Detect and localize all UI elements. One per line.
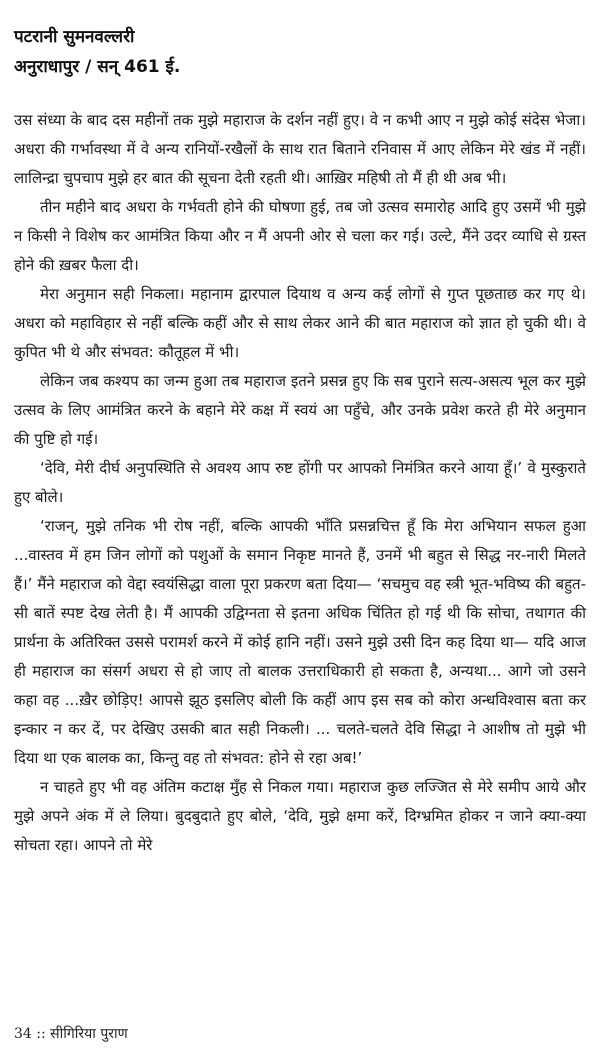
book-title: सीगिरिया पुराण bbox=[50, 1026, 128, 1042]
footer-separator: :: bbox=[36, 1026, 46, 1042]
paragraph: न चाहते हुए भी वह अंतिम कटाक्ष मुँह से निकल गया। महाराज कुछ लज्जित से मेरे समीप आये और मुझे अपने अंक में ले लिया। बुदबुदाते हुए बोले, ‘देवि, मुझे क्षमा करें, दिग्भ्रमित होकर न जाने क्या-क्या सोचता रहा। आपने तो मेरे bbox=[14, 778, 586, 854]
paragraph: ‘राजन्, मुझे तनिक भी रोष नहीं, बल्कि आपकी भाँति प्रसन्नचित्त हूँ कि मेरा अभियान सफल हुआ ...वास्तव में हम जिन लोगों को पशुओं के समान निकृष्ट मानते हैं, उनमें भी बहुत से सिद्ध नर-नारी मिलते हैं।’ मैंने महाराज को वेद्दा स्वयंसिद्धा वाला पूरा प्रकरण बता दिया— ‘सचमुच वह स्त्री भूत-भविष्य की बहुत-सी बातें स्पष्ट देख लेती है। मैं आपकी उद्विग्नता से इतना अधिक चिंतित हो गई थी कि सोचा, तथागत की प्रार्थना के अतिरिक्त उससे परामर्श करने में कोई हानि नहीं। उसने मुझे उसी दिन कह दिया था— यदि आज ही महाराज का संसर्ग अधरा से हो जाए तो बालक उत्तराधिकारी हो सकता है, अन्यथा... आगे जो उसने कहा वह ...ख़ैर छोड़िए! आपसे झूठ इसलिए बोली कि कहीं आप इस सब को कोरा अन्धविश्वास बता कर इन्कार न कर दें, पर देखिए उसकी बात सही निकली। ... चलते-चलते देवि सिद्धा ने आशीष तो मुझे भी दिया था एक बालक का, किन्तु वह तो संभवत: होने से रहा अब!’ bbox=[14, 517, 586, 767]
paragraph: उस संध्या के बाद दस महीनों तक मुझे महाराज के दर्शन नहीं हुए। वे न कभी आए न मुझे कोई संदेस भेजा। अधरा की गर्भावस्था में वे अन्य रानियों-रखैलों के साथ रात बिताने रनिवास में आए लेकिन मेरे खंड में नहीं। लालिन्द्रा चुपचाप मुझे हर बात की सूचना देती रहती थी। आख़िर महिषी तो मैं ही थी अब भी। bbox=[14, 111, 586, 187]
chapter-heading bbox=[14, 22, 584, 82]
chapter-place-date: अनुराधापुर / सन् 461 ई. bbox=[14, 57, 181, 77]
chapter-title: पटरानी सुमनवल्लरी bbox=[14, 27, 135, 47]
paragraph: ‘देवि, मेरी दीर्घ अनुपस्थिति से अवश्य आप रुष्ट होंगी पर आपको निमंत्रित करने आया हूँ।’ वे मुस्कुराते हुए बोले। bbox=[14, 459, 586, 506]
paragraph: लेकिन जब कश्यप का जन्म हुआ तब महाराज इतने प्रसन्न हुए कि सब पुराने सत्य-असत्य भूल कर मुझे उत्सव के लिए आमंत्रित करने के बहाने मेरे कक्ष में स्वयं आ पहुँचे, और उनके प्रवेश करते ही मेरे अनुमान की पुष्टि हो गई। bbox=[14, 372, 586, 448]
page-number: 34 bbox=[14, 1026, 32, 1042]
body-text bbox=[14, 106, 586, 860]
paragraph: तीन महीने बाद अधरा के गर्भवती होने की घोषणा हुई, तब जो उत्सव समारोह आदि हुए उसमें भी मुझे न किसी ने विशेष कर आमंत्रित किया और न मैं अपनी ओर से चला कर गई। उल्टे, मैंने उदर व्याधि से ग्रस्त होने की ख़बर फैला दी। bbox=[14, 198, 586, 274]
paragraph: मेरा अनुमान सही निकला। महानाम द्वारपाल दियाथ व अन्य कई लोगों से गुप्त पूछताछ कर गए थे। अधरा को महाविहार से नहीं बल्कि कहीं और से साथ लेकर आने की बात महाराज को ज्ञात हो चुकी थी। वे कुपित भी थे और संभवत: कौतूहल में भी। bbox=[14, 285, 586, 361]
page-footer bbox=[14, 1024, 128, 1044]
